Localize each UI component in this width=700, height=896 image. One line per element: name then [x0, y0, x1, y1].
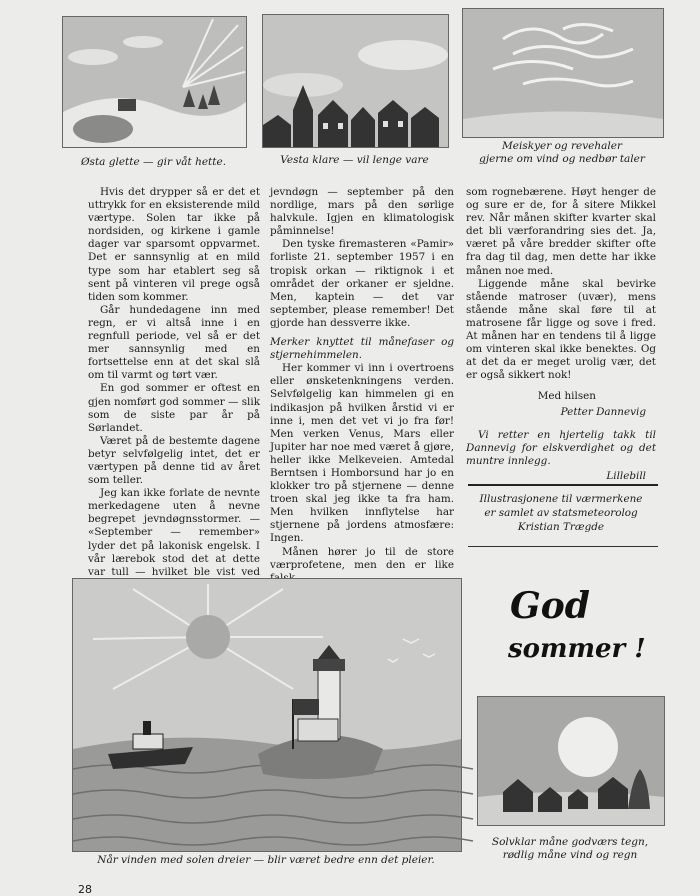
illustration-lighthouse [72, 578, 462, 852]
col2-paragraph: jevndøgn — september på den nordlige, mars på den sørlige halvkule. Igjen en klimatologisk påminnelse! [270, 186, 454, 238]
illustration-west-village [262, 14, 449, 148]
article-column-1 [88, 186, 260, 578]
divider-bottom [468, 546, 658, 547]
credit-line3: Kristian Trægde [517, 521, 605, 533]
heading-sommer: sommer ! [508, 634, 646, 664]
caption-moon-line2: rødlig måne vind og regn [502, 849, 638, 861]
credit-line1: Illustrasjonene til værmerkene [479, 493, 643, 505]
caption-cirrus-line2: gjerne om vind og nedbør taler [479, 153, 645, 165]
article-column-2 [270, 186, 454, 574]
article-column-3 [466, 186, 656, 482]
col3-paragraph: Liggende måne skal bevirke stående matroser (uvær), mens stående måne skal føre til at matrosene får ligge og sove i fred. At månen har en tendens til å ligge om vinteren skal ikke benektes. Og at det da er meget urolig vær, det er også sikkert nok! [466, 277, 656, 382]
caption-west: Vesta klare — vil lenge vare [280, 154, 429, 166]
col1-paragraph: Går hundedagene inn med regn, er vi altså inne i en regnfull periode, vel så er det mer sannsynlig med en fortsettelse enn at det skal slå om til varmt og tørt vær. [88, 303, 260, 382]
col1-paragraph: Jeg kan ikke forlate de nevnte merkedagene uten å nevne begrepet jevndøgnsstormer. — «September — remember» lyder det på lakonisk engelsk. I vår lærebok stod det at dette var tull — hvilket ble vist ved [88, 487, 260, 578]
divider-top [468, 484, 658, 486]
caption-cirrus [462, 140, 662, 166]
moon-village-drawing [478, 697, 664, 825]
heading-god: God [510, 585, 590, 627]
col2-subheading: Merker knyttet til månefaser og stjernehimmelen. [270, 336, 454, 362]
col2-paragraph: Månen hører jo til de store værprofetene, men den er like [270, 545, 454, 571]
col2-paragraph: Den tyske firemasteren «Pamir» forliste 21. september 1957 i en tropisk orkan — riktignok i et området der orkaner er sjeldne. Men, kaptein — det var september, please remember! Det gjorde han dessverre ikke. [270, 238, 454, 329]
west-village-drawing [263, 15, 448, 147]
east-sky-drawing [63, 17, 246, 147]
caption-cirrus-line1: Meiskyer og revehaler [502, 140, 622, 152]
cirrus-sky-drawing [463, 9, 663, 137]
illustration-moon-village [477, 696, 665, 826]
col3-paragraph: som rognebærene. Høyt henger de og sure er de, for å sitere Mikkel rev. Når månen skifter kvarter skal det bli værforandring sies det. Ja, været på våre bredder skifter ofte fra dag til dag, men dette har ikke månen noe med. [466, 186, 656, 277]
greeting: Med hilsen [537, 390, 596, 403]
editor-signature: Lillebill [606, 469, 646, 482]
caption-moon-line1: Solvklar måne godværs tegn, [491, 836, 649, 848]
col1-paragraph: Hvis det drypper så er det et uttrykk for en eksisterende mild værtype. Solen tar ikke på nordsiden, og kirkene i gamle dager var sparsomt oppvarmet. Det er sannsynlig at en mild type som har etablert seg så sent på vinteren vil prege også tiden som kommer. [88, 186, 260, 303]
editor-thanks: Vi retter en hjertelig takk til Dannevig for elskverdighet og det muntre innlegg. [466, 428, 656, 467]
caption-lighthouse: Når vinden med solen dreier — blir været bedre enn det pleier. [97, 854, 435, 866]
author-signature: Petter Dannevig [560, 405, 646, 418]
illustration-cirrus-sky [462, 8, 664, 138]
page-number: 28 [78, 883, 92, 896]
illustration-credit [466, 492, 656, 534]
caption-moon [470, 836, 670, 862]
col2-paragraph: Her kommer vi inn i overtroens eller ønsketenkningens verden. Selvfølgelig kan himmelen gi en indikasjon på hvilken årstid vi er inne i, men det vet vi jo fra før! Men verken Venus, Mars eller Jupiter har noe med været å gjøre, heller ikke Melkeveien. Amtedal Berntsen i Homborsund har jo en klokker tro på stjernene — denne troen skal jeg ikke ta fra ham. Men hvilken innflytelse har stjernene på jordens atmosfære: Ingen. [270, 362, 454, 545]
col1-paragraph: Været på de bestemte dagene betyr selvfølgelig intet, det er værtypen på denne tid av året som teller. [88, 434, 260, 487]
caption-east: Østa glette — gir våt hette. [80, 156, 227, 168]
col1-paragraph: En god sommer er oftest en gjen nomført god sommer — slik som de siste par år på Sørlandet. [88, 382, 260, 434]
credit-line2: er samlet av statsmeteorolog [484, 507, 638, 519]
illustration-east-sky [62, 16, 247, 148]
lighthouse-drawing [73, 579, 461, 851]
